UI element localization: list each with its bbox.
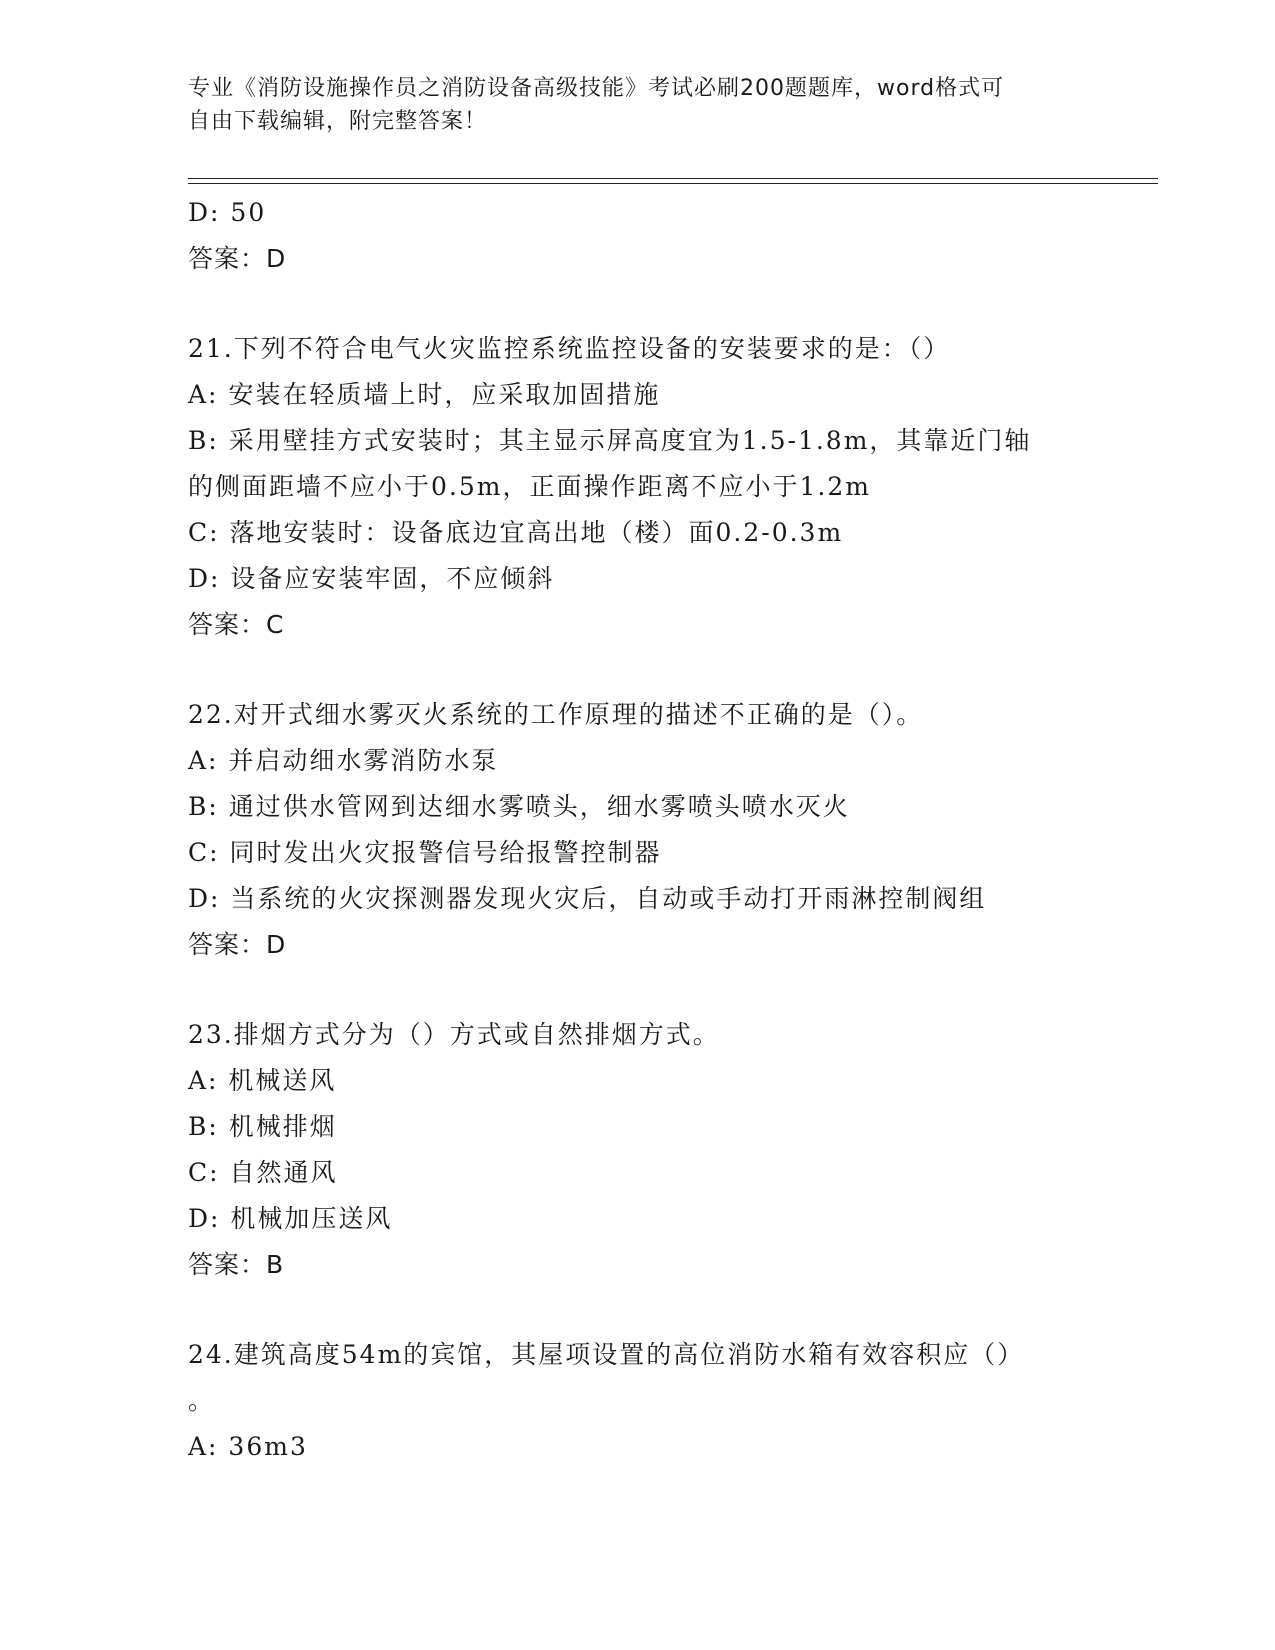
header-line-2: 自由下载编辑，附完整答案！ <box>188 109 488 134</box>
header-divider <box>188 178 1158 179</box>
question-content <box>188 190 1138 1470</box>
question-stem-continued: 。 <box>188 1386 216 1415</box>
option-b: B: 通过供水管网到达细水雾喷头，细水雾喷头喷水灭火 <box>188 792 850 821</box>
question-stem: 23.排烟方式分为（）方式或自然排烟方式。 <box>188 1020 720 1049</box>
document-header <box>188 72 1088 138</box>
option-b: B: 机械排烟 <box>188 1112 337 1141</box>
question-21 <box>188 326 1138 648</box>
header-line-1: 专业《消防设施操作员之消防设备高级技能》考试必刷200题题库，word格式可 <box>188 76 1005 101</box>
option-c: C: 落地安装时：设备底边宜高出地（楼）面0.2-0.3m <box>188 518 844 547</box>
question-22 <box>188 692 1138 968</box>
header-divider-thin <box>188 183 1158 184</box>
option-b-continued: 的侧面距墙不应小于0.5m，正面操作距离不应小于1.2m <box>188 472 871 501</box>
question-23 <box>188 1012 1138 1288</box>
option-b: B: 采用壁挂方式安装时；其主显示屏高度宜为1.5-1.8m，其靠近门轴 <box>188 426 1032 455</box>
option-d: D: 设备应安装牢固，不应倾斜 <box>188 564 555 593</box>
option-a: A: 36m3 <box>188 1432 308 1461</box>
option-d: D: 机械加压送风 <box>188 1204 393 1233</box>
option-d-previous: D: 50 <box>188 198 267 227</box>
question-stem: 22.对开式细水雾灭火系统的工作原理的描述不正确的是（）。 <box>188 700 924 729</box>
option-a: A: 机械送风 <box>188 1066 337 1095</box>
option-c: C: 自然通风 <box>188 1158 338 1187</box>
answer: 答案：D <box>188 930 287 959</box>
answer: 答案：B <box>188 1250 285 1279</box>
question-stem: 21.下列不符合电气火灾监控系统监控设备的安装要求的是：（） <box>188 334 951 363</box>
question-stem: 24.建筑高度54m的宾馆，其屋项设置的高位消防水箱有效容积应（） <box>188 1340 1025 1369</box>
option-d: D: 当系统的火灾探测器发现火灾后，自动或手动打开雨淋控制阀组 <box>188 884 987 913</box>
option-a: A: 安装在轻质墙上时，应采取加固措施 <box>188 380 661 409</box>
answer: 答案：C <box>188 610 285 639</box>
option-a: A: 并启动细水雾消防水泵 <box>188 746 499 775</box>
option-c: C: 同时发出火灾报警信号给报警控制器 <box>188 838 662 867</box>
answer-previous: 答案：D <box>188 244 287 273</box>
question-24 <box>188 1332 1138 1470</box>
